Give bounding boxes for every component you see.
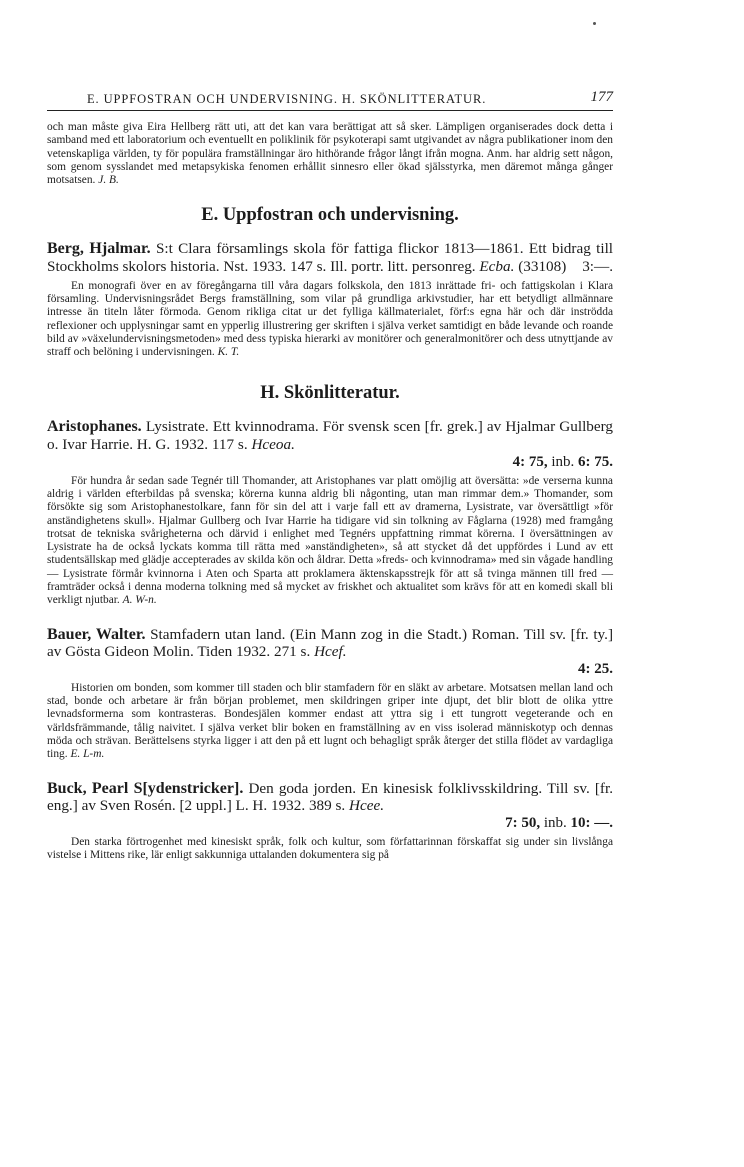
entry-buck-price-paper: 7: 50,	[505, 814, 541, 831]
entry-buck-author: Buck, Pearl S[ydenstricker].	[47, 779, 244, 797]
continuation-signature: J. B.	[98, 174, 119, 187]
entry-bauer-price-value: 4: 25.	[578, 660, 613, 677]
page-number: 177	[590, 89, 613, 105]
entry-aristophanes-citation: Lysistrate. Ett kvinnodrama. För svensk scen [fr. grek.] av Hjalmar Gullberg o. Ivar Harrie. H. G. 1932. 117 s.	[47, 418, 614, 454]
entry-aristophanes-price	[47, 454, 613, 471]
entry-aristophanes-price-sep: inb.	[551, 453, 575, 470]
entry-aristophanes-heading	[47, 418, 613, 453]
entry-bauer-classmark: Hcef.	[314, 643, 347, 661]
entry-berg-citation: S:t Clara församlings skola för fattiga flickor 1813—1861. Ett bidrag till Stockholms skolors historia. Nst. 1933. 147 s. Ill. portr. litt. personreg.	[47, 240, 614, 276]
entry-berg-review-text: En monografi över en av föregångarna till våra dagars folkskola, den 1813 inrättade fri- och fattigskolan i Klara församling. Undervisningsrådet Bergs framställning, som vilar på grundliga arkivstudier, har ett betydligt allmännare intresse än titeln låter förmoda. Genom rikliga citat ur det fylliga källmaterialet, förf:s egna här och där inströdda reflexioner och upplysningar samt en ypperlig illustrering ger skriften i själva verket samtidigt en både levande och roande bild av »växelundervisningsmetoden» med dess typiska hierarki av monitörer och generalmonitörer och dess utnyttjande av straff och belöning i undervisningen.	[47, 279, 613, 359]
entry-bauer-citation: Stamfadern utan land. (Ein Mann zog in die Stadt.) Roman. Till sv. [fr. ty.] av Gösta Gideon Molin. Tiden 1932. 271 s.	[47, 625, 614, 661]
entry-berg	[47, 240, 613, 359]
entry-aristophanes	[47, 418, 613, 607]
entry-aristophanes-price-bound: 6: 75.	[578, 453, 613, 470]
entry-aristophanes-review-text: För hundra år sedan sade Tegnér till Thomander, att Aristophanes var platt omöjlig att översätta: »de verserna kunna aldrig i världen efterbildas på svenska; körerna kunna aldrig bli någonting, utan man rimmar dem.» Thomander, som försökte sig som Aristophanestolkare, fann för sin del att i varje fall ett av dramerna, Lysistrate, var översättligt »för anständighetens skull». Hjalmar Gullberg och Ivar Harrie ha tidigare vid sin tolkning av Fåglarna (1928) med framgång trotsat de tekniska svårigheterna och därvid i enlighet med Tegnérs uppfattning rimmat körerna. I översättningen av Lysistrate ha de också lyckats komma till rätta med »anständigheten», så att stycket då det uppfördes i Lund av ett studentsällskap med glädje accepterades av skilda kön och åldrar. Detta »freds- och kvinnodrama» med sin vågade handling — Lysistrate förmår kvinnorna i Aten och Sparta att proklamera äktenskapsstrejk för att så tvinga männen till fred — framträder också i denna moderna tolkning med så mycket av friskhet och aktualitet som krävs för att en komedi skall bli verkligt njutbar.	[47, 474, 613, 607]
entry-bauer-signature: E. L-m.	[70, 748, 105, 761]
entry-buck-citation: Den goda jorden. En kinesisk folklivsskildring. Till sv. [fr. eng.] av Sven Rosén. [2 uppl.] L. H. 1932. 389 s.	[47, 779, 614, 815]
entry-bauer	[47, 626, 613, 762]
entry-berg-review	[47, 280, 613, 360]
entry-berg-price: 3:—.	[582, 258, 613, 276]
entry-berg-signature: K. T.	[217, 346, 240, 359]
entry-bauer-heading	[47, 626, 613, 661]
entry-aristophanes-classmark: Hceoa.	[251, 436, 295, 454]
entry-bauer-price	[47, 661, 613, 678]
entry-aristophanes-signature: A. W-n.	[122, 594, 157, 607]
entry-buck-classmark: Hcee.	[349, 797, 385, 815]
continuation-text: och man måste giva Eira Hellberg rätt uti, att det kan vara berättigat att så sker. Lämpligen organiserades dock detta i samband med ett laboratorium och eventuellt en poliklinik för psykoterapi samt utgivandet av några publikationer inom den vetenskapliga världen, ty för populära framställningar äro hithörande frågor långt ifrån mogna. Anm. har aldrig sett någon, som genom sysslandet med metapsykiska fenomen erhållit sinnesro eller ökad själsstyrka, men däremot många gånger motsatsen.	[47, 121, 613, 187]
section-heading-h: H. Skönlitteratur.	[260, 383, 400, 404]
entry-buck-heading	[47, 780, 613, 815]
entry-aristophanes-review	[47, 475, 613, 608]
continuation-paragraph	[47, 121, 613, 187]
entry-berg-classmark: Ecba.	[479, 258, 515, 276]
entry-bauer-author: Bauer, Walter.	[47, 625, 146, 643]
entry-bauer-review	[47, 682, 613, 762]
running-head-title: E. UPPFOSTRAN OCH UNDERVISNING. H. SKÖNLITTERATUR.	[87, 92, 487, 106]
entry-buck-price-bound: 10: —.	[570, 814, 613, 831]
entry-aristophanes-price-paper: 4: 75,	[512, 453, 548, 470]
entry-buck-price	[47, 815, 613, 832]
section-heading-e: E. Uppfostran och undervisning.	[201, 205, 459, 226]
entry-berg-number: (33108)	[518, 258, 567, 276]
entry-buck	[47, 780, 613, 863]
scan-speck	[593, 22, 596, 25]
entry-berg-author: Berg, Hjalmar.	[47, 240, 151, 258]
entry-buck-review-text: Den starka förtrogenhet med kinesiskt språk, folk och kultur, som författarinnan förskaffat sig under sin livslånga vistelse i Mittens rike, lär enligt sakkunniga uttalanden dokumentera sig på	[47, 835, 613, 862]
entry-buck-price-sep: inb.	[543, 814, 567, 831]
entry-aristophanes-author: Aristophanes.	[47, 418, 142, 436]
running-head	[47, 88, 613, 111]
entry-berg-heading	[47, 240, 613, 275]
entry-bauer-review-text: Historien om bonden, som kommer till staden och blir stamfadern för en släkt av arbetare. Motsatsen mellan land och stad, bonde och arbetare är från början problemet, men skildringen griper inte djupt, det blir blott de olika yttre levnadsformerna som kontrasteras. Bondesjälen kommer endast att yttra sig i ett tungrott vegeterande och en världsfrämmande, tålig naivitet. I själva verket blir boken en framställning av en viss isolerad människotyp och dennas möda och strävan. Berättelsens styrka ligger i att den på ett lugnt och behagligt språk återger det stilla flödet av vardagliga ting.	[47, 681, 613, 761]
entry-buck-review	[47, 836, 613, 863]
document-page	[47, 88, 613, 862]
